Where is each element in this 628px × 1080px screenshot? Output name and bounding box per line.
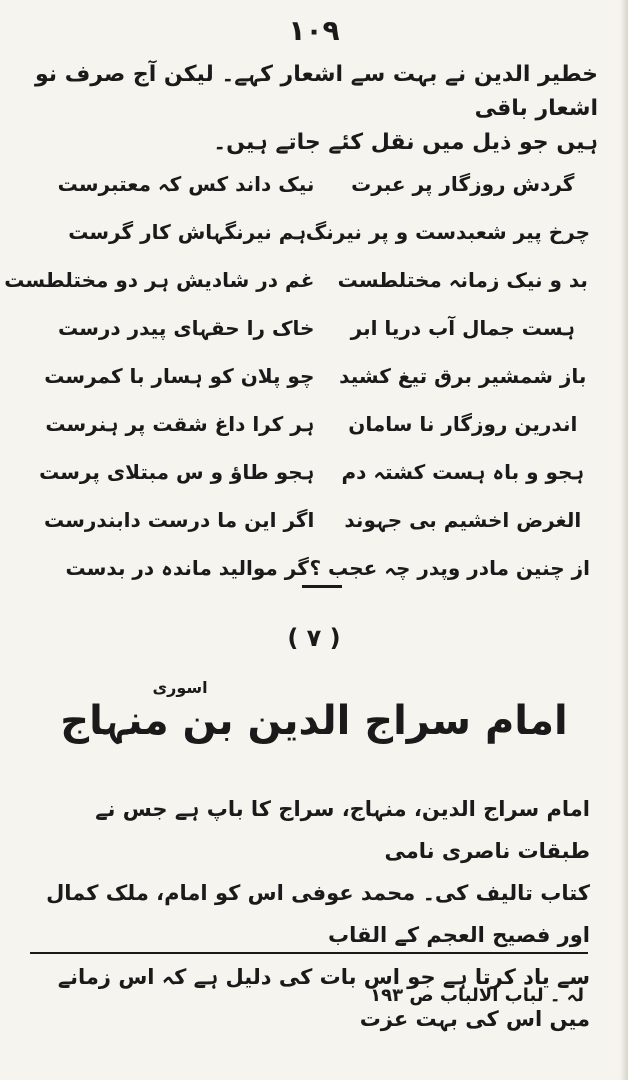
couplet-second-half: اگر این ما درست دابندرست [44,508,315,532]
couplet-second-half: ہر کرا داغ شقت پر ہنرست [45,412,315,436]
couplet-list [4,160,590,592]
couplet [44,352,590,400]
page-number: ۱۰۹ [288,14,340,47]
footnote: لہ ۔ لباب الالباب ص ۱۹۳ [370,985,584,1006]
heading-nisba: اسوری [152,678,208,697]
couplet-first-half: بد و نیک زمانہ مختلطست [337,268,588,292]
couplet-second-half: ہم نیرنگہاش کار گرست [68,220,307,244]
couplet [44,496,590,544]
couplet-first-half: از چنین مادر وپدر چہ عجب ؟ [309,556,590,580]
couplet [4,256,590,304]
couplet-second-half: غم در شادیش ہر دو مختلطست [4,268,315,292]
couplet-first-half: ہست جمال آب دریا ابر [350,316,575,340]
body-line: کتاب تالیف کی۔ محمد عوفی اس کو امام، ملک کمال اور فصیح العجم کے القاب [46,881,590,947]
section-divider [302,585,342,588]
couplet-first-half: اندرین روزگار نا سامان [348,412,578,436]
couplet-first-half: الغرض اخشیم بی جہوند [344,508,582,532]
section-heading: امام سراج الدین بن منہاج [60,698,568,744]
couplet-first-half: ہجو و باہ ہست کشتہ دم [341,460,585,484]
couplet-second-half: ہجو طاؤ و س مبتلای پرست [39,460,315,484]
intro-paragraph [34,58,598,160]
intro-line: خطیر الدین نے بہت سے اشعار کہے۔ لیکن آج صرف نو اشعار باقی [35,62,598,122]
couplet [45,400,590,448]
intro-line: ہیں جو ذیل میں نقل کئے جاتے ہیں۔ [213,130,598,156]
section-number: ( ۷ ) [287,624,341,652]
couplet-second-half: گر موالید ماندہ در بدست [65,556,309,580]
couplet [39,448,590,496]
page-edge-shadow [620,0,628,1080]
couplet-second-half: نیک داند کس کہ معتبرست [57,172,315,196]
couplet [60,304,590,352]
couplet-first-half: چرخ پیر شعبدست و پر نیرنگ [305,220,590,244]
couplet [57,160,590,208]
couplet-second-half: چو پلان کو ہسار با کمرست [44,364,315,388]
footnote-rule [30,952,588,954]
body-line: امام سراج الدین، منہاج، سراج کا باپ ہے جس نے طبقات ناصری نامی [95,797,590,863]
body-line: سے یاد کرتا ہے جو اس بات کی دلیل ہے کہ اس زمانے میں اس کی بہت عزت [57,965,590,1031]
couplet-first-half: باز شمشیر برق تیغ کشید [339,364,587,388]
couplet [60,208,590,256]
couplet-second-half: خاک را حقہای پیدر درست [58,316,315,340]
couplet-first-half: گردش روزگار پر عبرت [351,172,575,196]
